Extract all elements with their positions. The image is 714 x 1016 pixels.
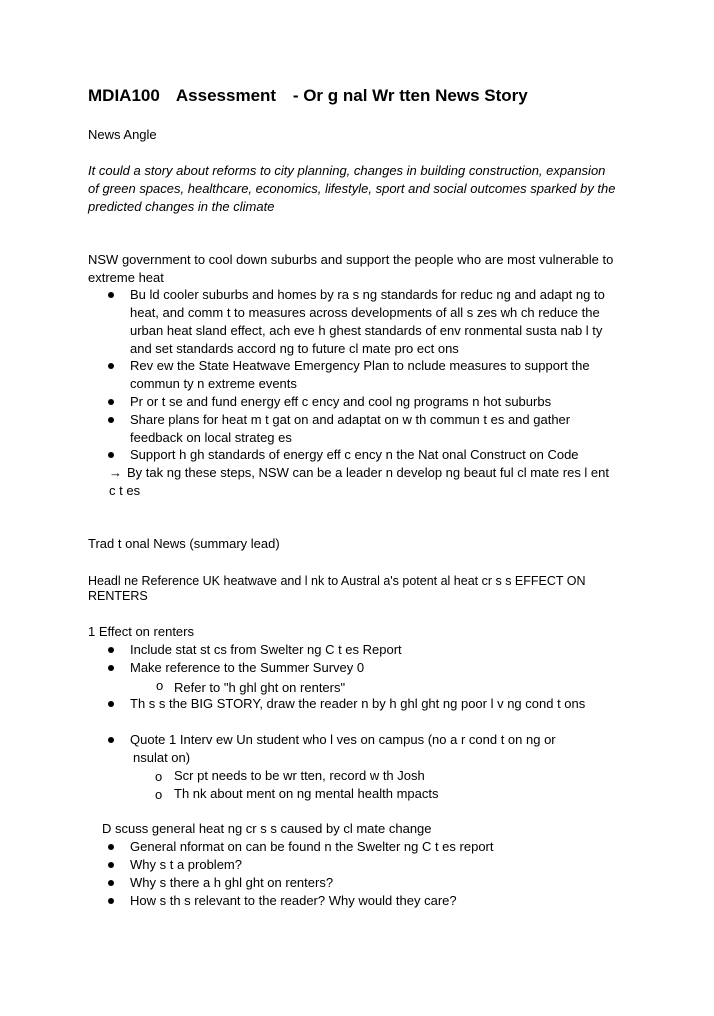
- title-assessment: Assessment: [175, 86, 277, 105]
- bullet-icon: [108, 862, 114, 868]
- bullet-icon: [108, 898, 114, 904]
- list-item: General nformat on can be found n the Swelter ng C t es report: [130, 839, 494, 854]
- list-item: How s th s relevant to the reader? Why would they care?: [130, 893, 457, 908]
- bullet-icon: [108, 737, 114, 743]
- sub-bullet-icon: o: [156, 678, 164, 693]
- list-item: heat, and comm t to measures across developments of all s zes wh ch reduce the: [130, 305, 600, 320]
- sub-bullet-icon: o: [155, 787, 163, 802]
- sub-list-item: Refer to "h ghl ght on renters": [174, 680, 346, 695]
- arrow-right-icon: →: [109, 465, 122, 480]
- title-course-code: MDIA100: [88, 86, 160, 105]
- bullet-icon: [108, 665, 114, 671]
- bullet-icon: [108, 452, 114, 458]
- intro-line: It could a story about reforms to city planning, changes in building construction, expansion: [88, 163, 606, 178]
- list-item: Pr or t se and fund energy eff c ency and cool ng programs n hot suburbs: [130, 394, 552, 409]
- bullet-icon: [108, 363, 114, 369]
- list-item: Support h gh standards of energy eff c ency n the Nat onal Construct on Code: [130, 447, 579, 462]
- bullet-icon: [108, 292, 114, 298]
- list-item: Include stat st cs from Swelter ng C t es Report: [130, 642, 402, 657]
- list-item: Why s t a problem?: [130, 857, 242, 872]
- intro-line: predicted changes in the climate: [88, 199, 275, 214]
- sub-list-item: Th nk about ment on ng mental health mpacts: [174, 786, 439, 801]
- headline-line: RENTERS: [88, 589, 148, 603]
- list-item: Make reference to the Summer Survey 0: [130, 660, 365, 675]
- discuss-heading: D scuss general heat ng cr s s caused by cl mate change: [102, 821, 432, 836]
- sub-list-item: Scr pt needs to be wr tten, record w th Josh: [174, 768, 425, 783]
- headline-line: Headl ne Reference UK heatwave and l nk to Austral a's potent al heat cr s s EFFECT ON: [88, 574, 586, 588]
- bullet-icon: [108, 880, 114, 886]
- list-item: and set standards accord ng to future cl mate pro ect ons: [130, 341, 459, 356]
- document-title: [88, 86, 540, 106]
- list-item: feedback on local strateg es: [130, 430, 292, 445]
- bullet-icon: [108, 417, 114, 423]
- traditional-news-heading: Trad t onal News (summary lead): [88, 536, 280, 551]
- list-item: nsulat on): [133, 750, 191, 765]
- arrow-line: By tak ng these steps, NSW can be a leader n develop ng beaut ful cl mate res l ent: [127, 465, 609, 480]
- list-item: commun ty n extreme events: [130, 376, 297, 391]
- bullet-icon: [108, 399, 114, 405]
- arrow-line: c t es: [109, 483, 141, 498]
- list-item: Share plans for heat m t gat on and adaptat on w th commun t es and gather: [130, 412, 571, 427]
- list-item: Bu ld cooler suburbs and homes by ra s ng standards for reduc ng and adapt ng to: [130, 287, 605, 302]
- list-item: Th s s the BIG STORY, draw the reader n by h ghl ght ng poor l v ng cond t ons: [130, 696, 586, 711]
- nsw-lead-line: extreme heat: [88, 270, 164, 285]
- list-item: Rev ew the State Heatwave Emergency Plan to nclude measures to support the: [130, 358, 590, 373]
- list-item: Why s there a h ghl ght on renters?: [130, 875, 334, 890]
- nsw-lead-line: NSW government to cool down suburbs and support the people who are most vulnerable to: [88, 252, 614, 267]
- bullet-icon: [108, 844, 114, 850]
- bullet-icon: [108, 701, 114, 707]
- news-angle-heading: News Angle: [88, 127, 157, 142]
- list-item: urban heat sland effect, ach eve h ghest standards of env ronmental susta nab l ty: [130, 323, 603, 338]
- intro-line: of green spaces, healthcare, economics, lifestyle, sport and social outcomes sparked by the: [88, 181, 616, 196]
- bullet-icon: [108, 647, 114, 653]
- sub-bullet-icon: o: [155, 769, 163, 784]
- title-subject: - Or g nal Wr tten News Story: [292, 86, 528, 105]
- list-item: Quote 1 Interv ew Un student who l ves on campus (no a r cond t on ng or: [130, 732, 556, 747]
- effect-heading: 1 Effect on renters: [88, 624, 194, 639]
